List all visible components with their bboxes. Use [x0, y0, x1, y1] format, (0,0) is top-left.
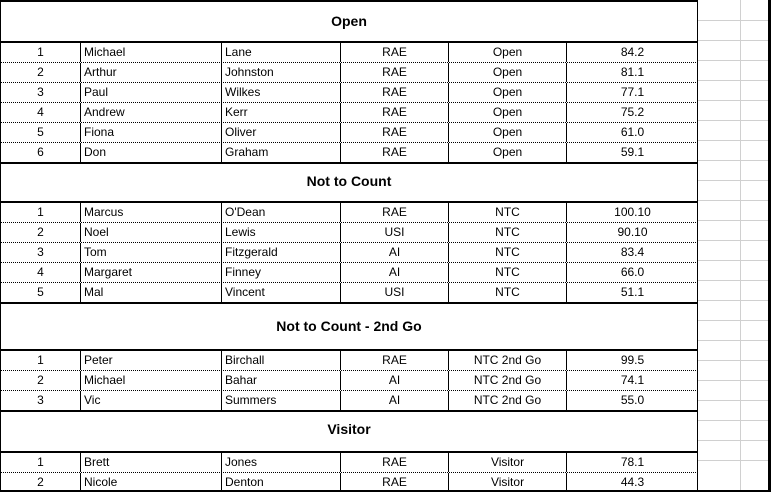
last-name-cell[interactable]: O'Dean	[221, 203, 340, 222]
grid-row-line	[697, 60, 771, 61]
rank-cell[interactable]: 2	[37, 65, 44, 79]
first-name-cell[interactable]: Don	[80, 143, 221, 162]
first-name-cell[interactable]: Noel	[80, 223, 221, 242]
grid-row-line	[697, 280, 771, 281]
grid-row-line	[697, 120, 771, 121]
first-name-cell[interactable]: Andrew	[80, 103, 221, 122]
rank-cell[interactable]: 6	[37, 145, 44, 159]
table-row[interactable]	[1, 223, 698, 243]
table-frame-left	[0, 0, 1, 492]
table-row[interactable]	[1, 243, 698, 263]
rank-cell[interactable]: 1	[37, 455, 44, 469]
table-row[interactable]	[1, 351, 698, 371]
category-cell[interactable]: NTC	[448, 263, 566, 282]
table-frame-right	[697, 0, 698, 492]
club-cell[interactable]: RAE	[340, 103, 448, 122]
category-cell[interactable]: NTC 2nd Go	[448, 391, 566, 410]
club-cell[interactable]: RAE	[340, 43, 448, 62]
grid-row-line	[697, 80, 771, 81]
section-title-not-to-count-2nd-go: Not to Count - 2nd Go	[276, 318, 422, 334]
club-cell[interactable]: RAE	[340, 123, 448, 142]
rank-cell[interactable]: 3	[37, 245, 44, 259]
last-name-cell[interactable]: Denton	[221, 473, 340, 492]
section-title-not-to-count: Not to Count	[306, 173, 392, 189]
rank-cell[interactable]: 1	[37, 45, 44, 59]
club-cell[interactable]: RAE	[340, 453, 448, 472]
results-table-open	[1, 41, 698, 164]
grid-row-line	[697, 360, 771, 361]
table-row[interactable]	[1, 123, 698, 143]
club-cell[interactable]: RAE	[340, 83, 448, 102]
grid-row-line	[697, 160, 771, 161]
results-table-visitor	[1, 451, 698, 492]
grid-row-line	[697, 380, 771, 381]
rank-cell[interactable]: 1	[37, 353, 44, 367]
category-cell[interactable]: Open	[448, 123, 566, 142]
first-name-cell[interactable]: Arthur	[80, 63, 221, 82]
last-name-cell[interactable]: Graham	[221, 143, 340, 162]
first-name-cell[interactable]: Paul	[80, 83, 221, 102]
first-name-cell[interactable]: Fiona	[80, 123, 221, 142]
rank-cell[interactable]: 2	[37, 373, 44, 387]
grid-row-line	[697, 40, 771, 41]
table-row[interactable]	[1, 203, 698, 223]
results-table-not-to-count-2nd-go	[1, 349, 698, 412]
score-cell[interactable]: 90.10	[566, 223, 698, 242]
grid-row-line	[697, 260, 771, 261]
grid-row-line	[697, 340, 771, 341]
club-cell[interactable]: USI	[340, 283, 448, 302]
rank-cell[interactable]: 5	[37, 125, 44, 139]
category-cell[interactable]: Open	[448, 103, 566, 122]
score-cell[interactable]: 55.0	[566, 391, 698, 410]
first-name-cell[interactable]: Michael	[80, 43, 221, 62]
category-cell[interactable]: Open	[448, 63, 566, 82]
last-name-cell[interactable]: Bahar	[221, 371, 340, 390]
table-row[interactable]	[1, 143, 698, 162]
table-row[interactable]	[1, 63, 698, 83]
first-name-cell[interactable]: Marcus	[80, 203, 221, 222]
category-cell[interactable]: NTC	[448, 243, 566, 262]
table-row[interactable]	[1, 391, 698, 410]
score-cell[interactable]: 51.1	[566, 283, 698, 302]
grid-row-line	[697, 140, 771, 141]
category-cell[interactable]: NTC 2nd Go	[448, 351, 566, 370]
grid-row-line	[697, 240, 771, 241]
score-cell[interactable]: 44.3	[566, 473, 698, 492]
first-name-cell[interactable]: Michael	[80, 371, 221, 390]
grid-row-line	[697, 220, 771, 221]
grid-row-line	[697, 200, 771, 201]
score-cell[interactable]: 74.1	[566, 371, 698, 390]
category-cell[interactable]: Open	[448, 43, 566, 62]
score-cell[interactable]: 77.1	[566, 83, 698, 102]
grid-row-line	[697, 100, 771, 101]
table-row[interactable]	[1, 43, 698, 63]
last-name-cell[interactable]: Lane	[221, 43, 340, 62]
category-cell[interactable]: Visitor	[448, 453, 566, 472]
table-row[interactable]	[1, 263, 698, 283]
score-cell[interactable]: 59.1	[566, 143, 698, 162]
table-row[interactable]	[1, 371, 698, 391]
grid-row-line	[697, 400, 771, 401]
table-frame-top	[0, 0, 698, 2]
last-name-cell[interactable]: Vincent	[221, 283, 340, 302]
grid-row-line	[697, 420, 771, 421]
category-cell[interactable]: NTC	[448, 223, 566, 242]
club-cell[interactable]: AI	[340, 391, 448, 410]
rank-cell[interactable]: 4	[37, 265, 44, 279]
rank-cell[interactable]: 2	[37, 475, 44, 489]
last-name-cell[interactable]: Birchall	[221, 351, 340, 370]
rank-cell[interactable]: 1	[37, 205, 44, 219]
grid-row-line	[697, 300, 771, 301]
club-cell[interactable]: RAE	[340, 351, 448, 370]
rank-cell[interactable]: 2	[37, 225, 44, 239]
category-cell[interactable]: Open	[448, 143, 566, 162]
category-cell[interactable]: NTC	[448, 283, 566, 302]
grid-row-line	[697, 20, 771, 21]
last-name-cell[interactable]: Finney	[221, 263, 340, 282]
category-cell[interactable]: NTC	[448, 203, 566, 222]
grid-row-line	[697, 460, 771, 461]
table-row[interactable]	[1, 83, 698, 103]
score-cell[interactable]: 100.10	[566, 203, 698, 222]
score-cell[interactable]: 99.5	[566, 351, 698, 370]
last-name-cell[interactable]: Oliver	[221, 123, 340, 142]
category-cell[interactable]: Visitor	[448, 473, 566, 492]
club-cell[interactable]: RAE	[340, 143, 448, 162]
club-cell[interactable]: RAE	[340, 203, 448, 222]
table-row[interactable]	[1, 103, 698, 123]
table-row[interactable]	[1, 453, 698, 473]
grid-row-line	[697, 180, 771, 181]
category-cell[interactable]: Open	[448, 83, 566, 102]
first-name-cell[interactable]: Peter	[80, 351, 221, 370]
first-name-cell[interactable]: Brett	[80, 453, 221, 472]
score-cell[interactable]: 84.2	[566, 43, 698, 62]
club-cell[interactable]: AI	[340, 243, 448, 262]
club-cell[interactable]: USI	[340, 223, 448, 242]
last-name-cell[interactable]: Kerr	[221, 103, 340, 122]
table-row[interactable]	[1, 283, 698, 302]
rank-cell[interactable]: 3	[37, 85, 44, 99]
score-cell[interactable]: 78.1	[566, 453, 698, 472]
rank-cell[interactable]: 5	[37, 285, 44, 299]
grid-row-line	[697, 320, 771, 321]
last-name-cell[interactable]: Fitzgerald	[221, 243, 340, 262]
grid-row-line	[697, 440, 771, 441]
last-name-cell[interactable]: Wilkes	[221, 83, 340, 102]
category-cell[interactable]: NTC 2nd Go	[448, 371, 566, 390]
first-name-cell[interactable]: Tom	[80, 243, 221, 262]
club-cell[interactable]: AI	[340, 371, 448, 390]
rank-cell[interactable]: 3	[37, 393, 44, 407]
last-name-cell[interactable]: Johnston	[221, 63, 340, 82]
club-cell[interactable]: RAE	[340, 473, 448, 492]
last-name-cell[interactable]: Lewis	[221, 223, 340, 242]
first-name-cell[interactable]: Vic	[80, 391, 221, 410]
last-name-cell[interactable]: Jones	[221, 453, 340, 472]
club-cell[interactable]: AI	[340, 263, 448, 282]
grid-column-line	[740, 0, 741, 492]
first-name-cell[interactable]: Mal	[80, 283, 221, 302]
results-table-not-to-count	[1, 201, 698, 304]
score-cell[interactable]: 66.0	[566, 263, 698, 282]
section-title-open: Open	[331, 13, 367, 29]
first-name-cell[interactable]: Margaret	[80, 263, 221, 282]
score-cell[interactable]: 81.1	[566, 63, 698, 82]
last-name-cell[interactable]: Summers	[221, 391, 340, 410]
section-title-visitor: Visitor	[327, 421, 371, 437]
score-cell[interactable]: 75.2	[566, 103, 698, 122]
score-cell[interactable]: 61.0	[566, 123, 698, 142]
score-cell[interactable]: 83.4	[566, 243, 698, 262]
club-cell[interactable]: RAE	[340, 63, 448, 82]
first-name-cell[interactable]: Nicole	[80, 473, 221, 492]
rank-cell[interactable]: 4	[37, 105, 44, 119]
